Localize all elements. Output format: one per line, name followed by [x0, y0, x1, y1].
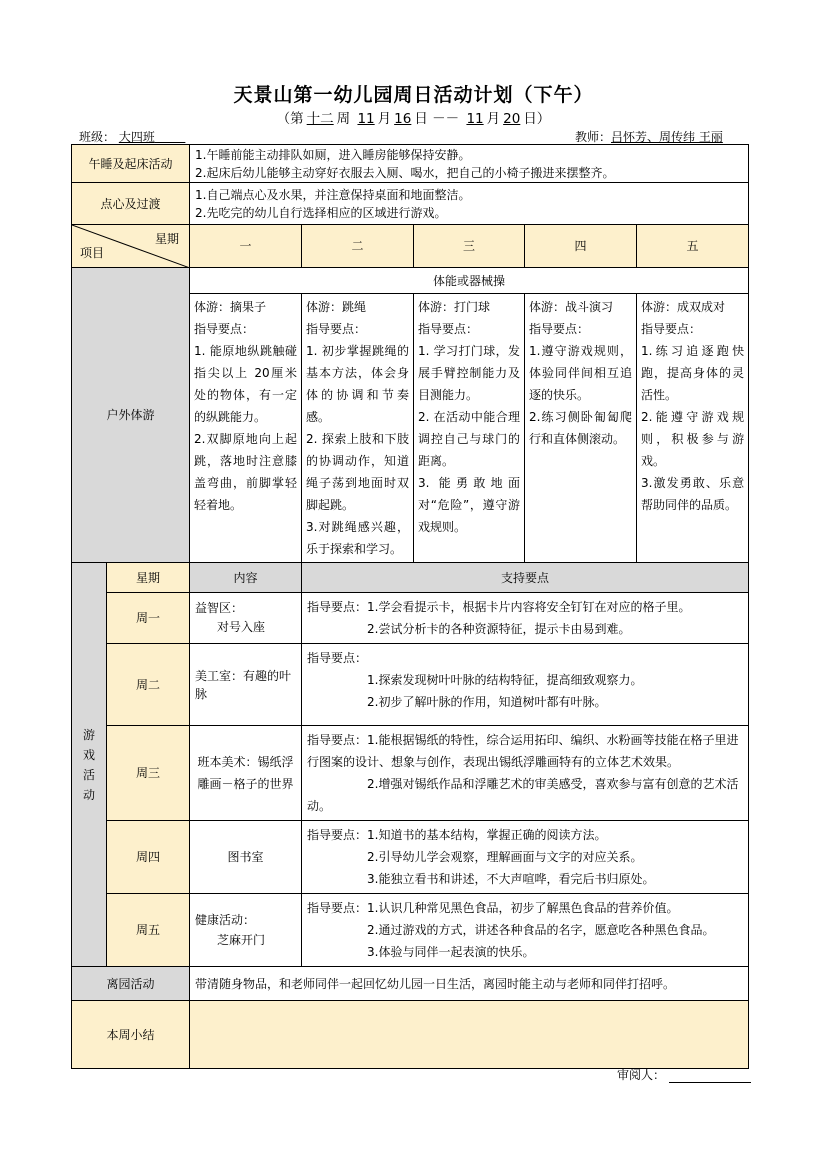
games-points: 指导要点：1.学会看提示卡，根据卡片内容将安全钉钉在对应的格子里。 2.尝试分析卡的各种资源特征，提示卡由易到难。: [302, 593, 749, 644]
outdoor-tue: 体游：跳绳 指导要点： 1. 初步掌握跳绳的基本方法，体会身体的协调和节奏感。 2. 探索上肢和下肢的协调动作，知道绳子荡到地面时双脚起跳。 3.对跳绳感兴趣，乐于探索和学习。: [302, 294, 414, 563]
weekday-tue: 二: [302, 225, 414, 268]
games-day: 周一: [107, 593, 190, 644]
outdoor-mon: 体游：摘果子 指导要点： 1. 能原地纵跳触碰指尖以上 20厘米处的物体，有一定的纵跳能力。 2.双脚原地向上起跳，落地时注意膝盖弯曲，前脚掌轻轻着地。: [190, 294, 302, 563]
snack-content: 1.自己端点心及水果，并注意保持桌面和地面整洁。 2.先吃完的幼儿自行选择相应的区域进行游戏。: [190, 183, 749, 225]
reviewer-signature: 审阅人：: [617, 1066, 751, 1083]
games-points: 指导要点：1.知道书的基本结构，掌握正确的阅读方法。 2.引导幼儿学会观察，理解画面与文字的对应关系。 3.能独立看书和讲述，不大声喧哗，看完后书归原处。: [302, 821, 749, 894]
nap-label: 午睡及起床活动: [72, 145, 190, 183]
games-content: 益智区： 对号入座: [190, 593, 302, 644]
leave-content: 带清随身物品，和老师同伴一起回忆幼儿园一日生活，离园时能主动与老师和同伴打招呼。: [190, 967, 749, 1001]
outdoor-thu: 体游：战斗演习 指导要点： 1.遵守游戏规则，体验同伴间相互追逐的快乐。 2.练习侧卧匍匐爬行和直体侧滚动。: [525, 294, 637, 563]
weekday-wed: 三: [414, 225, 525, 268]
games-row-thu: [72, 821, 749, 894]
weekday-fri: 五: [637, 225, 749, 268]
diagonal-header-cell: [72, 225, 190, 268]
games-content: 健康活动： 芝麻开门: [190, 894, 302, 967]
games-header-row: [72, 563, 749, 593]
item-header-label: 项目: [80, 246, 105, 260]
summary-row: [72, 1001, 749, 1069]
snack-label: 点心及过渡: [72, 183, 190, 225]
games-day: 周三: [107, 726, 190, 821]
games-points: 指导要点：1.认识几种常见黑色食品，初步了解黑色食品的营养价值。 2.通过游戏的方式，讲述各种食品的名字，愿意吃各种黑色食品。 3.体验与同伴一起表演的快乐。: [302, 894, 749, 967]
games-points: 指导要点： 1.探索发现树叶叶脉的结构特征，提高细致观察力。 2.初步了解叶脉的作用，知道树叶都有叶脉。: [302, 644, 749, 726]
outdoor-subheader: 体能或器械操: [190, 268, 749, 294]
games-points: 指导要点：1.能根据锡纸的特性，综合运用拓印、编织、水粉画等技能在格子里进行图案的设计、想象与创作，表现出锡纸浮雕画特有的立体艺术效果。 2.增强对锡纸作品和浮雕艺术的审美感受，喜欢参与富有创意的艺术活动。: [302, 726, 749, 821]
nap-row: [72, 145, 749, 183]
reviewer-line[interactable]: [669, 1068, 751, 1083]
snack-row: [72, 183, 749, 225]
outdoor-wed: 体游：打门球 指导要点： 1. 学习打门球，发展手臂控制能力及目测能力。 2. 在活动中能合理调控自己与球门的距离。 3. 能勇敢地面对“危险”，遵守游戏规则。: [414, 294, 525, 563]
games-row-fri: [72, 894, 749, 967]
leave-row: [72, 967, 749, 1001]
games-day: 周四: [107, 821, 190, 894]
games-label: 游 戏 活 动: [72, 563, 107, 967]
class-info: 班级： 大四班: [79, 130, 155, 144]
page-title: 天景山第一幼儿园周日活动计划（下午）: [233, 84, 594, 106]
games-col-points: 支持要点: [302, 563, 749, 593]
summary-label: 本周小结: [72, 1001, 190, 1069]
games-content: 图书室: [190, 821, 302, 894]
games-day: 周五: [107, 894, 190, 967]
games-day: 周二: [107, 644, 190, 726]
activity-plan-table: [71, 144, 749, 1069]
teacher-info: 教师：吕怀芳、周传纬 王丽: [575, 130, 723, 144]
leave-label: 离园活动: [72, 967, 190, 1001]
games-row-tue: [72, 644, 749, 726]
games-col-content: 内容: [190, 563, 302, 593]
games-row-mon: [72, 593, 749, 644]
summary-content[interactable]: [190, 1001, 749, 1069]
weekday-header-label: 星期: [155, 232, 180, 246]
games-col-weekday: 星期: [107, 563, 190, 593]
games-row-wed: [72, 726, 749, 821]
games-content: 班本美术：锡纸浮雕画－格子的世界: [190, 726, 302, 821]
weekday-header-row: [72, 225, 749, 268]
weekday-mon: 一: [190, 225, 302, 268]
weekday-thu: 四: [525, 225, 637, 268]
nap-content: 1.午睡前能主动排队如厕，进入睡房能够保持安静。 2.起床后幼儿能够主动穿好衣服去入厕、喝水，把自己的小椅子搬进来摆整齐。: [190, 145, 749, 183]
games-content: 美工室：有趣的叶脉: [190, 644, 302, 726]
date-range: （第 十二 周 11 月 16 日 －－ 11 月 20 日）: [276, 111, 551, 127]
outdoor-label: 户外体游: [72, 268, 190, 563]
outdoor-subheader-row: [72, 268, 749, 294]
outdoor-fri: 体游：成双成对 指导要点： 1.练习追逐跑快跑，提高身体的灵活性。 2.能遵守游戏规则，积极参与游戏。 3.激发勇敢、乐意帮助同伴的品质。: [637, 294, 749, 563]
